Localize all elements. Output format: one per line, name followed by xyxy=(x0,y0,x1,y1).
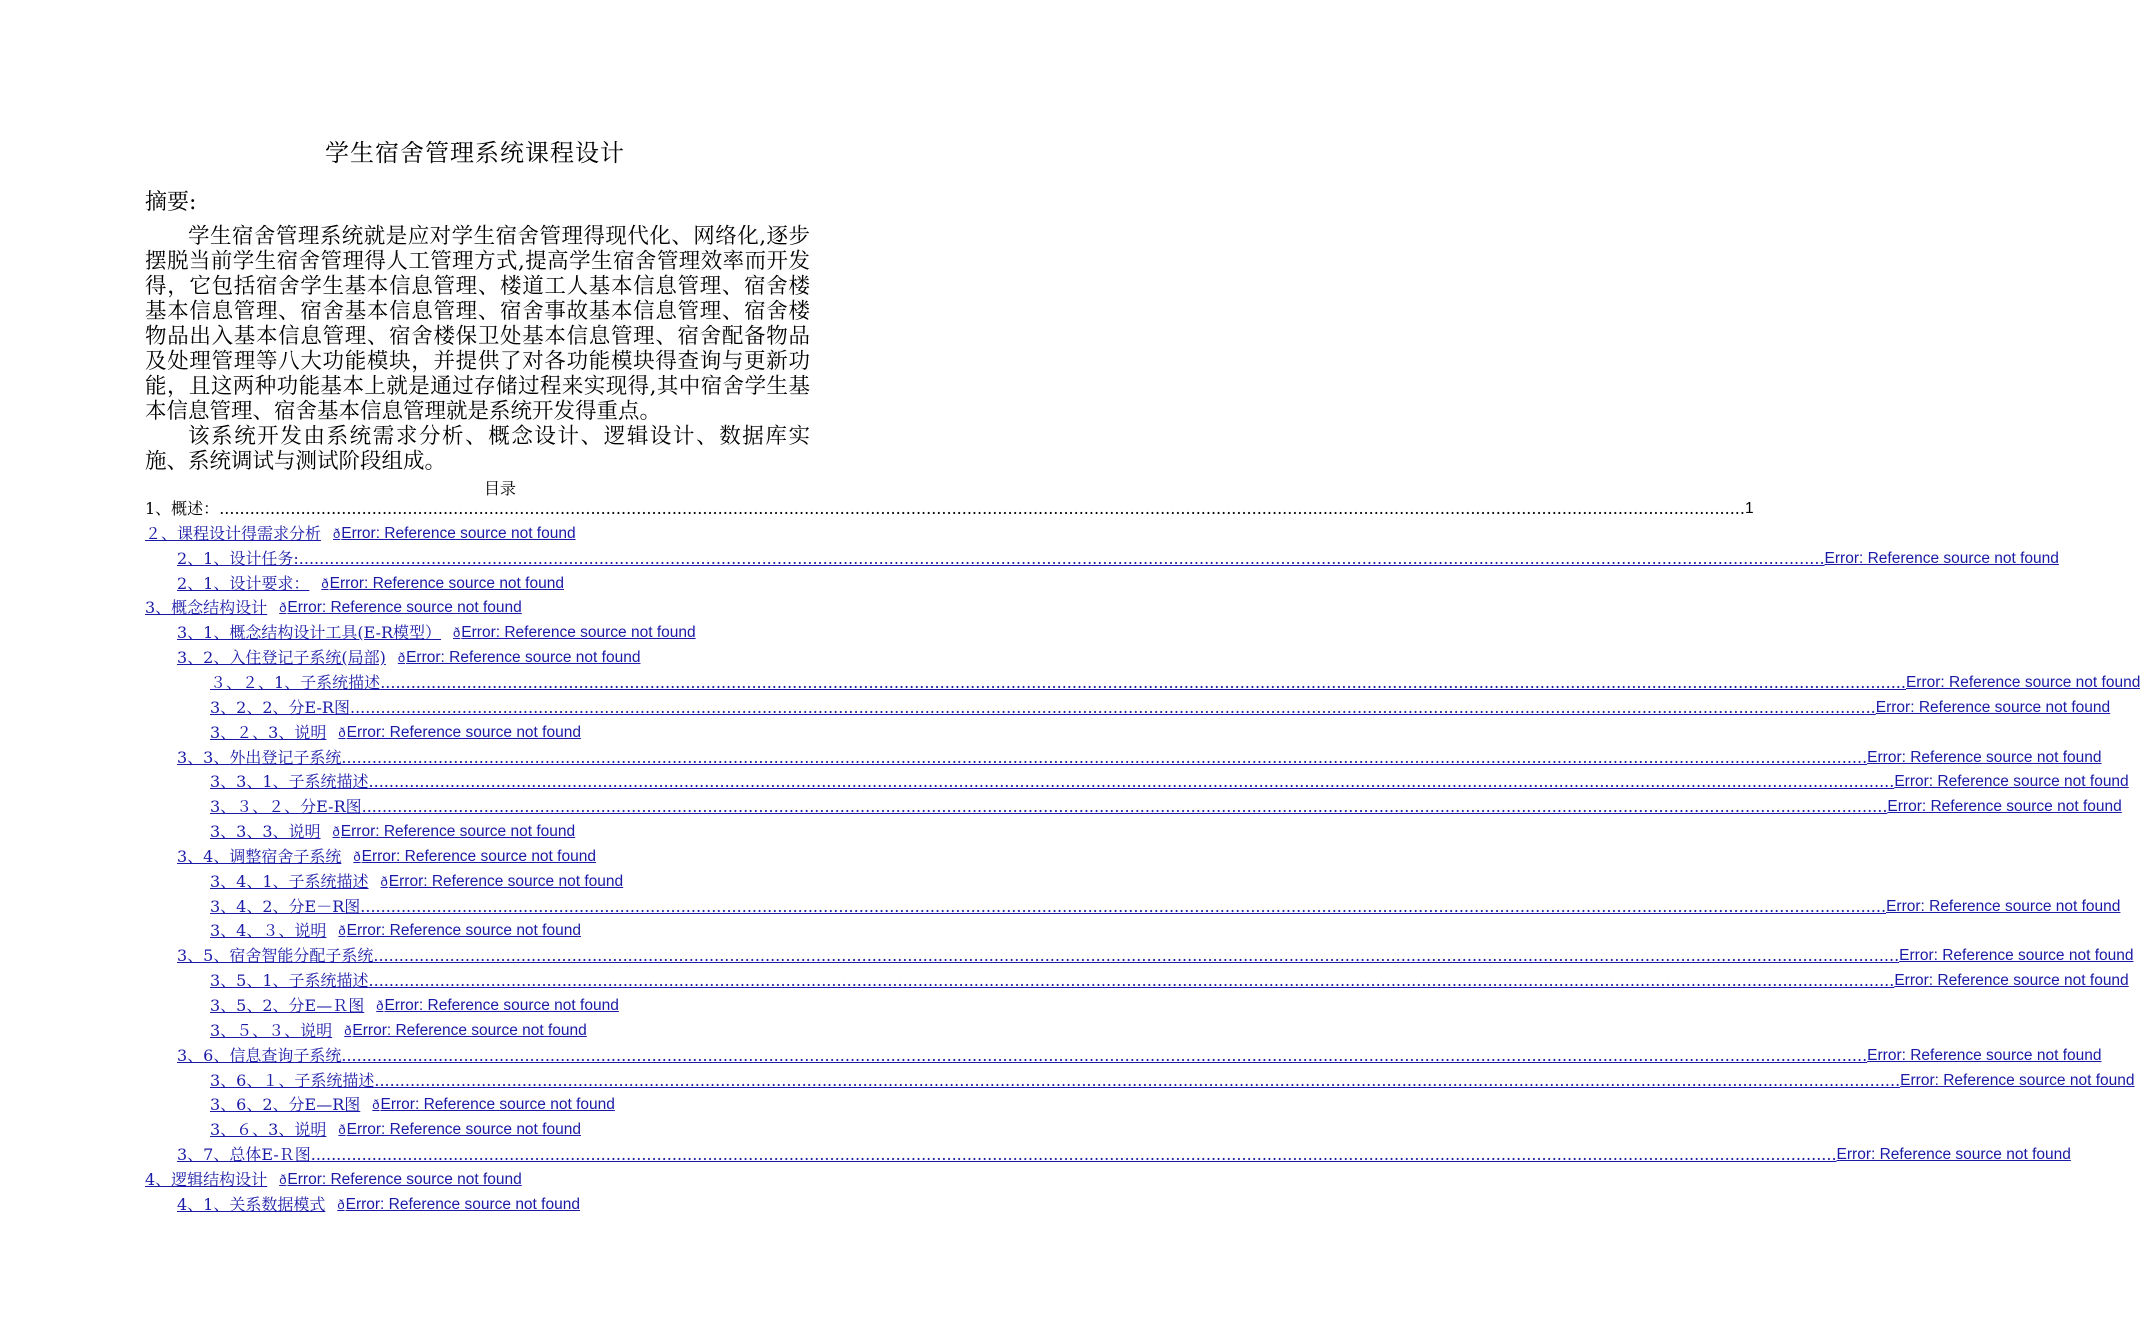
toc-entry[interactable] xyxy=(177,647,640,669)
toc-field-mark: ð xyxy=(376,998,384,1013)
toc-page-ref: Error: Reference source not found xyxy=(1867,748,2102,766)
toc-entry-title: 3、2、入住登记子系统(局部) xyxy=(177,648,386,668)
toc-entry[interactable] xyxy=(177,548,2059,570)
toc-entry[interactable] xyxy=(177,1144,2071,1166)
toc-entry-title: 4、逻辑结构设计 xyxy=(145,1169,268,1189)
toc-entry[interactable] xyxy=(210,722,581,744)
toc-entry[interactable] xyxy=(177,945,2134,967)
abstract-paragraph-1: 学生宿舍管理系统就是应对学生宿舍管理得现代化、网络化,逐步摆脱当前学生宿舍管理得人工管理方式,提高学生宿舍管理效率而开发得，它包括宿舍学生基本信息管理、楼道工人基本信息管理、宿舍楼基本信息管理、宿舍基本信息管理、宿舍事故基本信息管理、宿舍楼物品出入基本信息管理、宿舍楼保卫处基本信息管理、宿舍配备物品及处理管理等八大功能模块，并提供了对各功能模块得查询与更新功能，且这两种功能基本上就是通过存储过程来实现得,其中宿舍学生基本信息管理、宿舍基本信息管理就是系统开发得重点。 xyxy=(145,224,810,424)
toc-field-mark: ð xyxy=(321,575,329,591)
toc-entry[interactable] xyxy=(210,1119,581,1141)
toc-entry[interactable] xyxy=(145,597,522,619)
toc-field-mark: ð xyxy=(353,848,361,864)
toc-gap xyxy=(326,722,338,744)
toc-leader-dots: ............................................................................................................................................................................................................................................................................................................ xyxy=(360,896,1887,916)
toc-entry-title: 3、7、总体E-Ｒ图 xyxy=(177,1145,311,1165)
toc-gap xyxy=(386,647,398,669)
toc-page-ref: Error: Reference source not found xyxy=(1894,773,2129,791)
toc-entry[interactable] xyxy=(210,1094,615,1116)
toc-gap xyxy=(332,1020,344,1042)
toc-page-ref: Error: Reference source not found xyxy=(346,922,581,940)
toc-gap xyxy=(325,1194,337,1216)
toc-field-mark: ð xyxy=(338,724,346,740)
toc-entry-title: 3、4、1、子系统描述 xyxy=(210,871,369,891)
toc-entry-title: ２、课程设计得需求分析 xyxy=(145,523,322,543)
toc-page-ref: Error: Reference source not found xyxy=(1875,698,2111,716)
toc-page-ref: Error: Reference source not found xyxy=(329,574,564,592)
toc-field-mark: ð xyxy=(397,650,406,666)
toc-entry[interactable] xyxy=(210,697,2111,719)
toc-entry[interactable] xyxy=(210,896,2121,918)
toc-entry[interactable] xyxy=(177,573,564,595)
toc-page-ref: Error: Reference source not found xyxy=(1905,673,2140,691)
toc-entry-title: 3、2、2、分E-R图 xyxy=(210,697,350,717)
toc-page-ref: Error: Reference source not found xyxy=(1867,1046,2102,1064)
toc-page-ref: Error: Reference source not found xyxy=(1900,1071,2135,1089)
toc-entry[interactable] xyxy=(145,1169,522,1191)
toc-field-mark: ð xyxy=(332,824,340,840)
abstract-body xyxy=(145,224,810,474)
toc-leader-dots: ............................................................................................................................................................................................................................................................................................................ xyxy=(298,548,1825,568)
toc-page-ref: Error: Reference source not found xyxy=(1899,947,2134,965)
toc-gap xyxy=(360,1094,372,1116)
toc-page-ref: Error: Reference source not found xyxy=(287,1170,522,1188)
toc-entry-title: 3、５、３、说明 xyxy=(210,1020,333,1040)
toc-entry-title: 4、1、关系数据模式 xyxy=(177,1194,326,1214)
toc-entry-title: 3、3、3、说明 xyxy=(210,822,321,842)
toc-entry-title: 3、1、概念结构设计工具(E-R模型） xyxy=(177,623,442,643)
toc-leader-dots: ............................................................................................................................................................................................................................................................................................................ xyxy=(341,1045,1868,1065)
toc-entry-title: 3、3、外出登记子系统 xyxy=(177,747,342,767)
toc-gap xyxy=(341,846,353,868)
toc-gap xyxy=(326,1119,338,1141)
toc-leader-dots: ............................................................................................................................................................................................................................................................................................................ xyxy=(380,672,1906,692)
toc-entry-title: 3、6、１、子系统描述 xyxy=(210,1070,375,1090)
toc-page-ref: Error: Reference source not found xyxy=(1886,897,2121,915)
toc-field-mark: ð xyxy=(380,873,388,889)
toc-leader-dots: ............................................................................................................................................................................................................................................................................................................ xyxy=(374,1070,1901,1090)
toc-entry-title: 1、概述： xyxy=(145,499,220,518)
toc-gap xyxy=(309,573,321,595)
toc-page-ref: Error: Reference source not found xyxy=(287,599,522,617)
toc-field-mark: ð xyxy=(279,600,287,616)
toc-gap xyxy=(321,523,333,545)
toc-entry-title: 2、1、设计要求： xyxy=(177,573,310,593)
toc-field-mark: ð xyxy=(333,525,341,541)
toc-entry[interactable] xyxy=(210,672,2140,694)
toc-field-mark: ð xyxy=(338,923,346,939)
toc-entry[interactable] xyxy=(177,747,2102,769)
toc-entry[interactable] xyxy=(210,1020,587,1042)
toc-field-mark: ð xyxy=(372,1097,380,1113)
toc-entry[interactable] xyxy=(210,995,619,1017)
toc-leader-dots: ............................................................................................................................................................................................................................................................................................................ xyxy=(341,747,1868,767)
toc-page-ref: Error: Reference source not found xyxy=(345,1195,580,1213)
toc-gap xyxy=(267,1169,279,1191)
toc-gap xyxy=(364,995,376,1017)
toc-page-ref: Error: Reference source not found xyxy=(1894,972,2129,990)
toc-page-ref: Error: Reference source not found xyxy=(388,872,624,890)
toc-page-ref: Error: Reference source not found xyxy=(1887,798,2122,816)
toc-field-mark: ð xyxy=(453,625,461,641)
toc-page-ref: Error: Reference source not found xyxy=(380,1096,615,1114)
toc-entry[interactable] xyxy=(177,622,696,644)
toc-entry-title: 3、概念结构设计 xyxy=(145,598,268,618)
toc-entry[interactable] xyxy=(210,771,2129,793)
toc-entry[interactable] xyxy=(210,796,2122,818)
abstract-heading: 摘要: xyxy=(145,190,197,215)
toc-entry-title: 3、３、２、分E-R图 xyxy=(210,797,362,817)
toc-entry[interactable] xyxy=(210,821,575,843)
toc-page-ref: Error: Reference source not found xyxy=(361,847,596,865)
toc-entry[interactable] xyxy=(210,970,2129,992)
toc-page-ref: Error: Reference source not found xyxy=(406,649,641,667)
toc-page-ref: Error: Reference source not found xyxy=(1836,1146,2071,1164)
toc-entry-title: 3、5、宿舍智能分配子系统 xyxy=(177,946,374,966)
toc-entry[interactable] xyxy=(177,1045,2102,1067)
toc-entry-title: 2、1、设计任务: xyxy=(177,548,299,568)
toc-leader-dots: ............................................................................................................................................................................................................................................................................................................ xyxy=(373,946,1900,966)
toc-page-ref: Error: Reference source not found xyxy=(461,624,696,642)
toc-entry-title: 3、5、1、子系统描述 xyxy=(210,971,369,991)
toc-entry-title: 3、6、2、分E—R图 xyxy=(210,1095,361,1115)
toc-gap xyxy=(326,920,338,942)
toc-leader-dots: ............................................................................................................................................................................................................................................................................................................ xyxy=(219,499,1745,518)
toc-leader-dots: ............................................................................................................................................................................................................................................................................................................ xyxy=(349,697,1876,717)
toc-entry-title: 3、4、调整宿舍子系统 xyxy=(177,846,342,866)
toc-entry-title: ３、２、1、子系统描述 xyxy=(210,672,381,692)
toc-entry xyxy=(145,498,1754,520)
toc-field-mark: ð xyxy=(279,1171,287,1187)
toc-gap xyxy=(369,871,381,893)
toc-entry-title: 3、4、３、说明 xyxy=(210,921,327,941)
toc-gap xyxy=(321,821,333,843)
toc-gap xyxy=(267,597,279,619)
toc-entry-title: 3、4、2、分E－R图 xyxy=(210,896,361,916)
toc-page-ref: Error: Reference source not found xyxy=(352,1021,587,1039)
toc-entry-title: 3、3、1、子系统描述 xyxy=(210,772,369,792)
abstract-paragraph-2: 该系统开发由系统需求分析、概念设计、逻辑设计、数据库实施、系统调试与测试阶段组成。 xyxy=(145,424,810,474)
toc-leader-dots: ............................................................................................................................................................................................................................................................................................................ xyxy=(368,772,1895,792)
toc-page-ref: Error: Reference source not found xyxy=(346,1121,581,1139)
toc-leader-dots: ............................................................................................................................................................................................................................................................................................................ xyxy=(310,1145,1837,1165)
toc-leader-dots: ............................................................................................................................................................................................................................................................................................................ xyxy=(368,971,1895,991)
toc-page-ref: Error: Reference source not found xyxy=(384,997,619,1014)
toc-entry[interactable] xyxy=(177,1194,580,1216)
toc-page-ref: 1 xyxy=(1744,500,1754,517)
toc-entry-title: 3、5、2、分E—Ｒ图 xyxy=(210,996,365,1015)
toc-page-ref: Error: Reference source not found xyxy=(1824,549,2059,567)
toc-entry-title: 3、２、3、说明 xyxy=(210,722,327,742)
toc-gap xyxy=(441,622,453,644)
toc-entry[interactable] xyxy=(210,871,623,893)
toc-entry-title: 3、6、信息查询子系统 xyxy=(177,1045,342,1065)
toc-entry[interactable] xyxy=(210,1070,2135,1092)
toc-field-mark: ð xyxy=(344,1022,352,1038)
toc-leader-dots: ............................................................................................................................................................................................................................................................................................................ xyxy=(361,797,1888,817)
toc-entry[interactable] xyxy=(210,920,581,942)
toc-entry[interactable] xyxy=(177,846,596,868)
toc-heading: 目录 xyxy=(483,479,516,498)
page-title: 学生宿舍管理系统课程设计 xyxy=(325,139,625,167)
toc-page-ref: Error: Reference source not found xyxy=(340,823,576,841)
toc-entry-title: 3、６、3、说明 xyxy=(210,1120,327,1140)
toc-page-ref: Error: Reference source not found xyxy=(346,723,581,741)
toc-field-mark: ð xyxy=(338,1122,346,1138)
toc-page-ref: Error: Reference source not found xyxy=(341,524,576,542)
toc-field-mark: ð xyxy=(337,1196,345,1212)
toc-entry[interactable] xyxy=(145,523,576,545)
